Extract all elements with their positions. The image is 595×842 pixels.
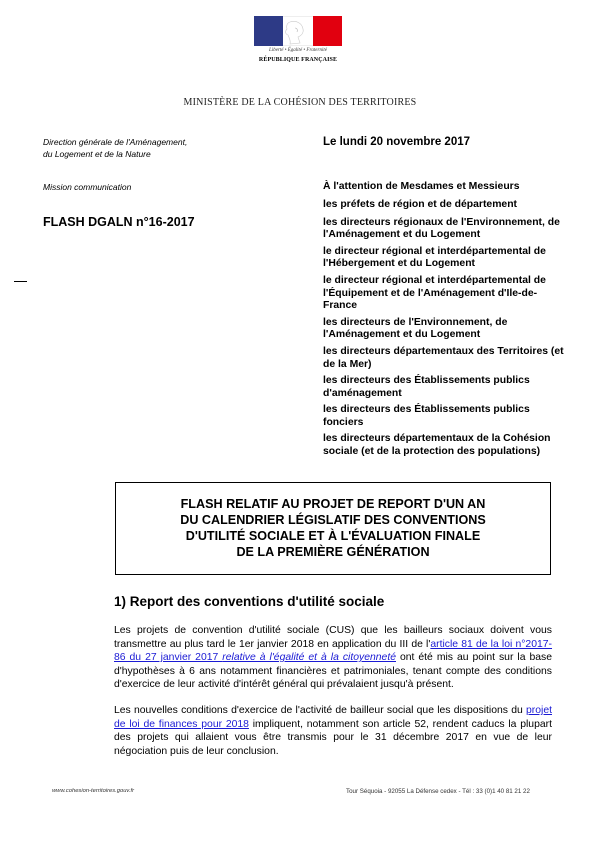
margin-dash <box>14 281 27 282</box>
title-line-4: DE LA PREMIÈRE GÉNÉRATION <box>236 545 430 559</box>
republic-name: RÉPUBLIQUE FRANÇAISE <box>258 57 338 63</box>
recipient-item: les directeurs des Établissements publics d'aménagement <box>323 374 530 399</box>
flash-title-box <box>115 482 551 575</box>
paragraph-1-text-start: Les projets de convention d'utilité sociale (CUS) que les bailleurs sociaux doivent vous transmettre au plus tard le 1er janvier 2018 en application du III de l' <box>114 625 552 650</box>
paragraph-1 <box>114 624 552 692</box>
recipient-item: les directeurs des Établissements publics fonciers <box>323 403 530 428</box>
recipient-item: À l'attention de Mesdames et Messieurs <box>323 181 520 192</box>
recipient-item: le directeur régional et interdépartemental de l'Équipement et de l'Aménagement d'Ile-de-France <box>323 274 546 312</box>
mission-label: Mission communication <box>43 182 132 192</box>
document-date: Le lundi 20 novembre 2017 <box>323 136 471 148</box>
recipient-item: les directeurs de l'Environnement, de l'Aménagement et du Logement <box>323 316 508 341</box>
recipient-item: les directeurs départementaux de la Cohésion sociale (et de la protection des populations) <box>323 433 551 457</box>
flash-number: FLASH DGALN n°16-2017 <box>43 215 195 229</box>
paragraph-2-text-start: Les nouvelles conditions d'exercice de l'activité de bailleur social que les dispositions du <box>114 705 526 716</box>
recipient-item: les préfets de région et de département <box>323 198 518 210</box>
direction-generale <box>43 137 243 160</box>
direction-line-1: Direction générale de l'Aménagement, <box>43 137 188 147</box>
law-article-link[interactable]: article 81 de la loi n°2017-86 du 27 janvier 2017 relative à l'égalité et à la citoyenneté <box>114 638 553 663</box>
direction-line-2: du Logement et de la Nature <box>43 148 151 159</box>
recipient-item: les directeurs départementaux des Territoires (et de la Mer) <box>323 345 564 370</box>
footer-website[interactable]: www.cohesion-territoires.gouv.fr <box>52 788 135 794</box>
motto: Liberté • Égalité • Fraternité <box>269 48 327 53</box>
marianne-icon <box>276 19 316 45</box>
recipient-item: les directeurs régionaux de l'Environnement, de l'Aménagement et du Logement <box>323 216 560 241</box>
flash-title <box>116 483 550 560</box>
section-1-title: 1) Report des conventions d'utilité sociale <box>114 594 385 609</box>
recipient-item: le directeur régional et interdépartemental de l'Hébergement et du Logement <box>323 245 546 270</box>
republique-francaise-logo <box>254 16 342 70</box>
footer-address: Tour Séquoia - 92055 La Défense cedex - Tél : 33 (0)1 40 81 21 22 <box>346 788 530 795</box>
recipients-list <box>323 181 571 462</box>
paragraph-1-text-end: ont été mis au point sur la base d'hypothèses à 6 ans notamment financières et patrimoniales, tenant compte des conditions d'exercice de leur activité d'intérêt général qui prévalaient jusqu'à présent. <box>114 652 552 690</box>
ministry-heading: MINISTÈRE DE LA COHÉSION DES TERRITOIRES <box>183 97 417 108</box>
title-line-1: FLASH RELATIF AU PROJET DE REPORT D'UN AN <box>180 497 486 511</box>
title-line-2: DU CALENDRIER LÉGISLATIF DES CONVENTIONS <box>180 513 486 527</box>
paragraph-2 <box>114 704 552 758</box>
finance-bill-link[interactable]: projet de loi de finances pour 2018 <box>114 705 552 730</box>
paragraph-2-text-end: impliquent, notamment son article 52, rendent caducs la plupart des projets qui allaient vous être transmis pour le 31 décembre 2017 en vue de leur négociation puis de leur conclusion. <box>114 718 552 757</box>
title-line-3: D'UTILITÉ SOCIALE ET À L'ÉVALUATION FINALE <box>185 529 481 543</box>
